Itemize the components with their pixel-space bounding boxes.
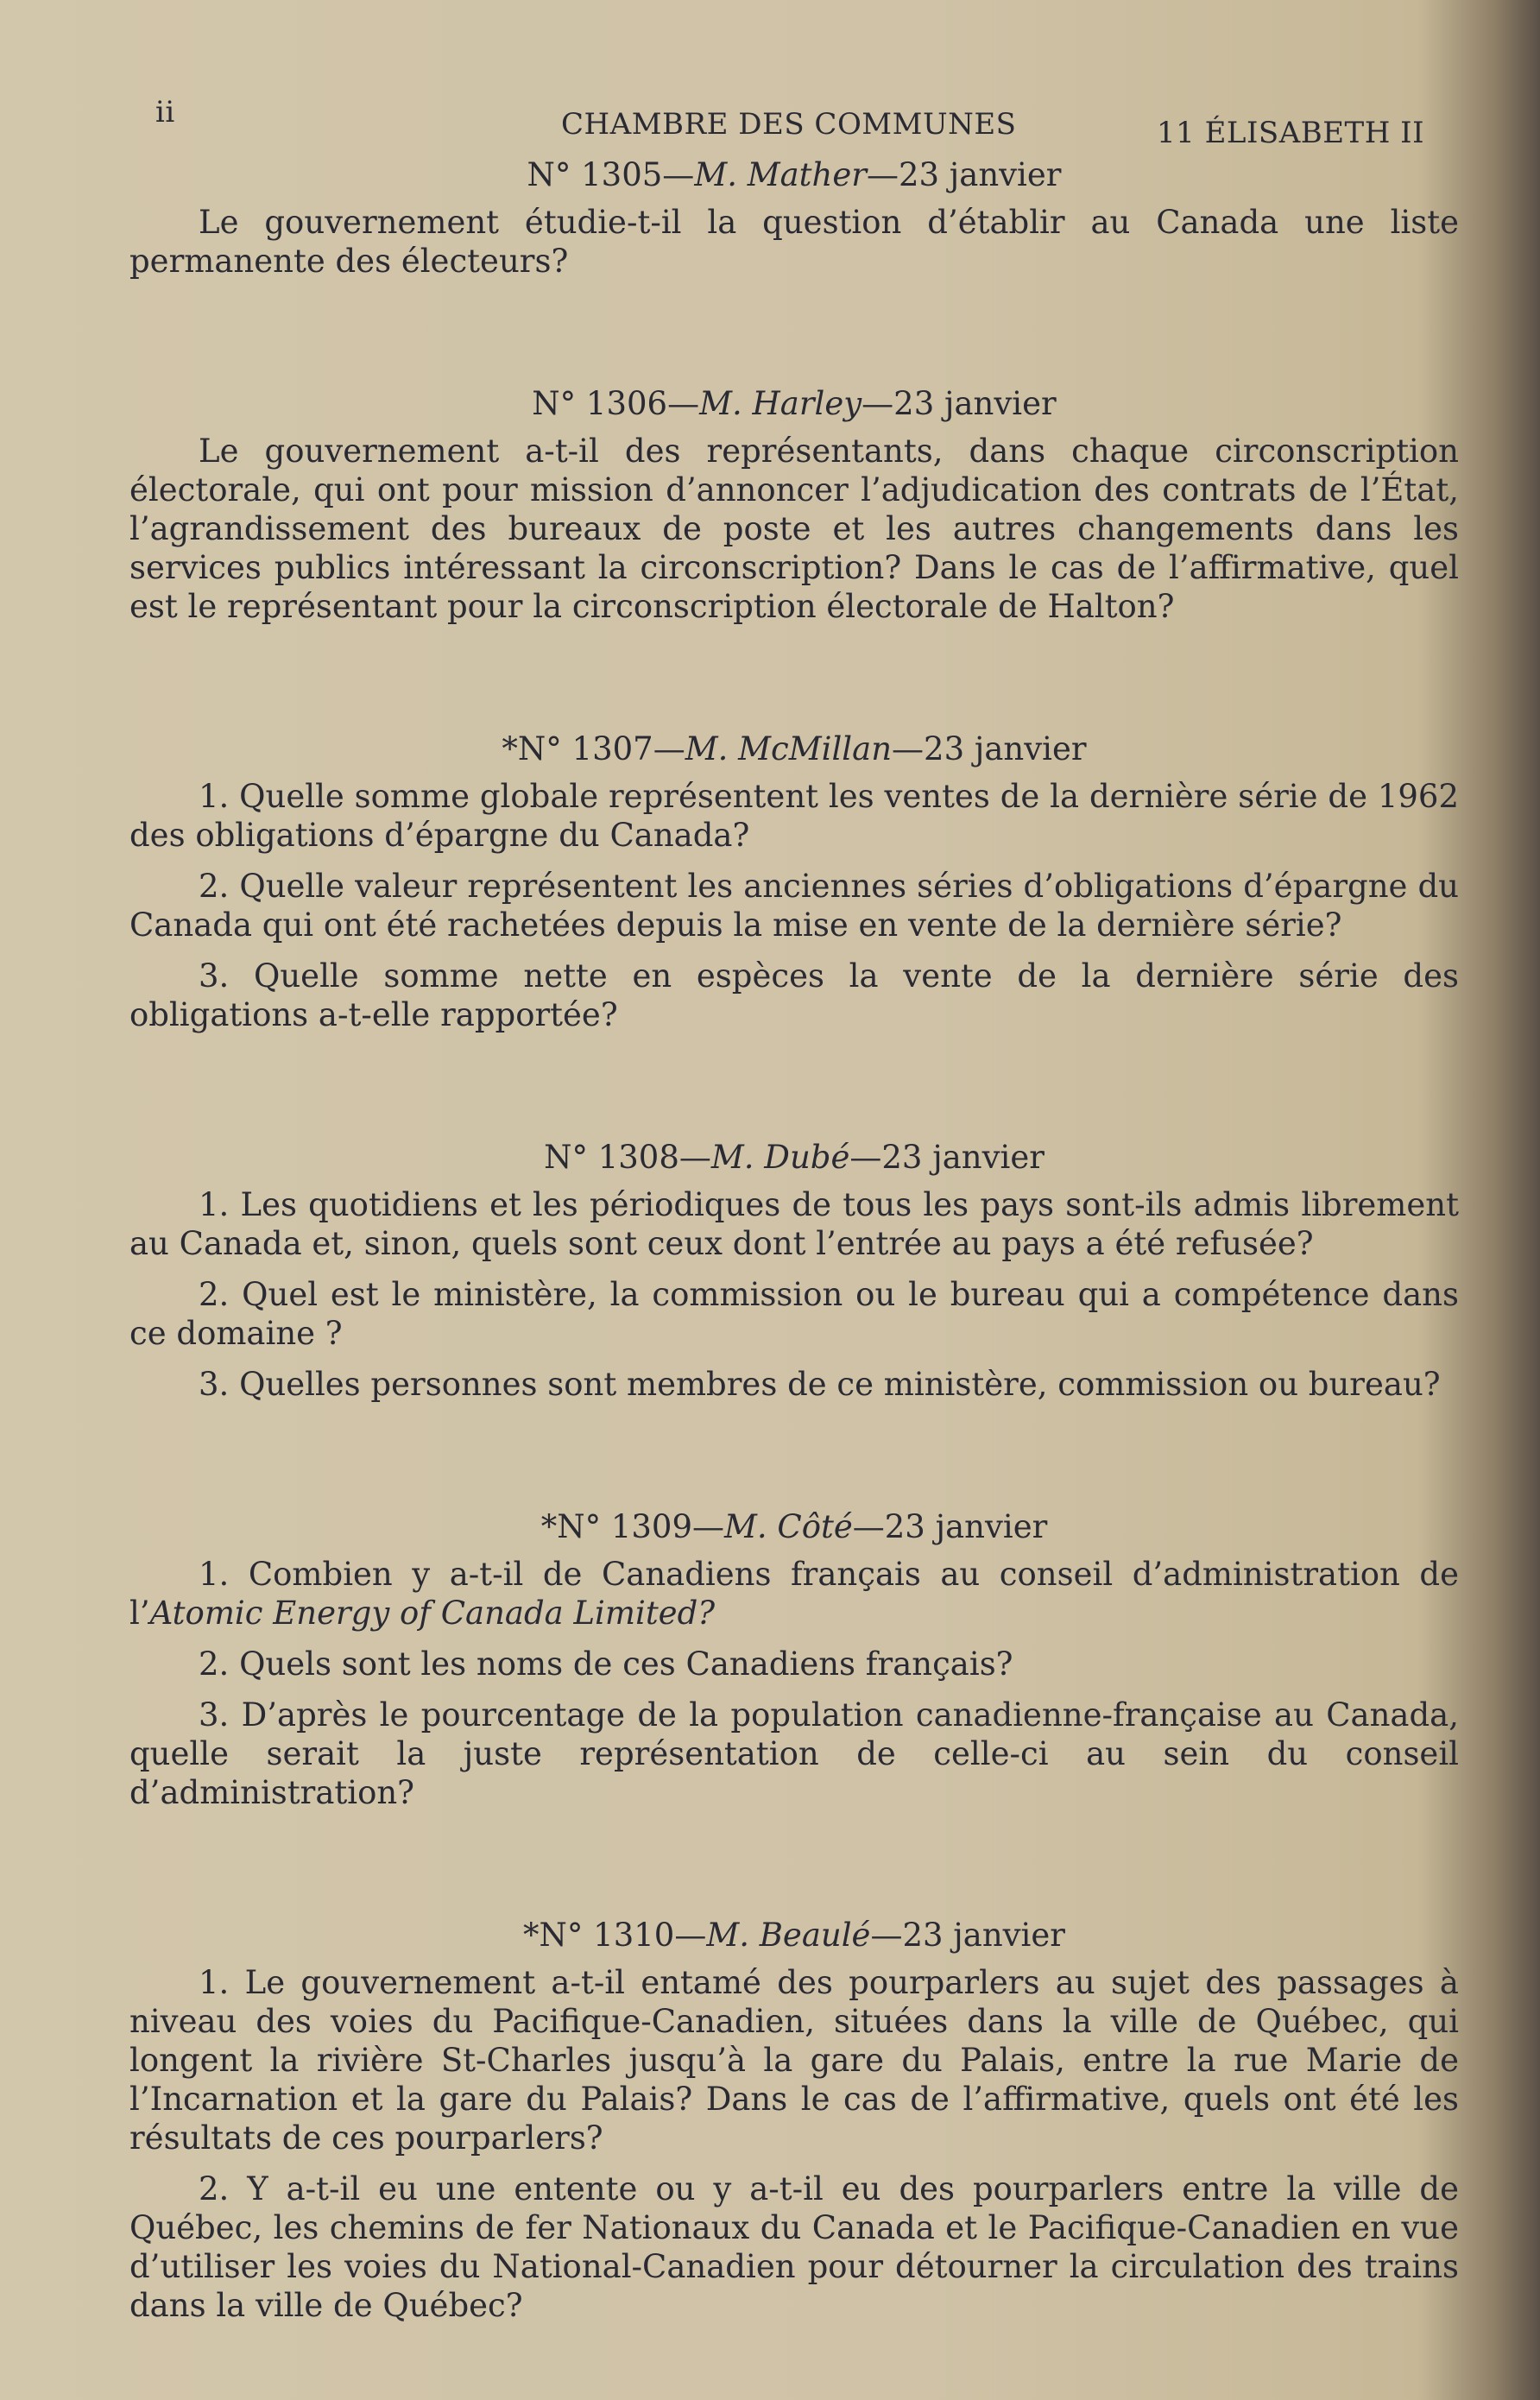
question-1310	[129, 1916, 1459, 2325]
header-title: CHAMBRE DES COMMUNES	[561, 107, 1017, 142]
question-number: N° 1308—	[544, 1139, 711, 1176]
question-1308	[129, 1138, 1459, 1404]
question-date: —23 janvier	[862, 385, 1057, 422]
running-header	[129, 95, 1459, 155]
question-member: M. Beaulé	[706, 1917, 871, 1954]
question-date: —23 janvier	[866, 156, 1062, 193]
question-paragraph: Le gouvernement étudie-t-il la question d’établir au Canada une liste permanente des électeurs?	[129, 204, 1459, 280]
question-paragraph: Le gouvernement a-t-il des représentants, dans chaque circonscription électorale, qui ont pour mission d’annoncer l’adjudication des contrats de l’État, l’agrandissement des bureaux de poste et les autres changements dans les services publics intéressant la circonscription? Dans le cas de l’affirmative, quel est le représentant pour la circonscription électorale de Halton?	[129, 433, 1459, 625]
question-paragraph: 3. Quelle somme nette en espèces la vente de la dernière série des obligations a-t-elle rapportée?	[129, 957, 1459, 1033]
question-date: —23 janvier	[852, 1508, 1048, 1545]
question-1306	[129, 384, 1459, 626]
question-paragraph: 1. Le gouvernement a-t-il entamé des pourparlers au sujet des passages à niveau des voies du Pacifique-Canadien, situées dans la ville de Québec, qui longent la rivière St-Charles jusqu’à la gare du Palais, entre la rue Marie de l’Incarnation et la gare du Palais? Dans le cas de l’affirmative, quels ont été les résultats de ces pourparlers?	[129, 1964, 1459, 2157]
question-member: M. Côté	[724, 1508, 853, 1545]
question-date: —23 janvier	[892, 730, 1087, 767]
question-paragraph	[129, 1555, 1459, 1633]
question-paragraph: 3. Quelles personnes sont membres de ce ministère, commission ou bureau?	[199, 1366, 1441, 1403]
question-body	[129, 1185, 1459, 1404]
question-number: *N° 1309—	[540, 1508, 724, 1545]
question-member: M. Harley	[699, 385, 862, 422]
question-member: M. Mather	[694, 156, 867, 193]
question-heading	[129, 155, 1459, 194]
question-paragraph: 3. D’après le pourcentage de la population canadienne-française au Canada, quelle serait la juste représentation de celle-ci au sein du conseil d’administration?	[129, 1696, 1459, 1811]
question-paragraph: 1. Les quotidiens et les périodiques de tous les pays sont-ils admis librement au Canada et, sinon, quels sont ceux dont l’entrée au pays a été refusée?	[129, 1186, 1459, 1262]
question-text: 1. Combien y a-t-il de Canadiens français au conseil d’administration de l’	[129, 1556, 1459, 1632]
question-body	[129, 1555, 1459, 1812]
question-heading	[129, 1138, 1459, 1177]
question-heading	[129, 1507, 1459, 1546]
page-content	[129, 95, 1459, 2337]
question-heading	[129, 729, 1459, 768]
question-date: —23 janvier	[870, 1917, 1065, 1954]
question-number: N° 1306—	[532, 385, 700, 422]
page-folio: ii	[155, 95, 175, 129]
question-body	[129, 1963, 1459, 2325]
question-1309	[129, 1507, 1459, 1812]
question-body	[129, 777, 1459, 1034]
question-paragraph: 2. Quels sont les noms de ces Canadiens français?	[199, 1645, 1013, 1683]
question-member: M. McMillan	[685, 730, 893, 767]
question-paragraph: 2. Y a-t-il eu une entente ou y a-t-il eu des pourparlers entre la ville de Québec, les chemins de fer Nationaux du Canada et le Pacifique-Canadien en vue d’utiliser les voies du National-Canadien pour détourner la circulation des trains dans la ville de Québec?	[129, 2170, 1459, 2324]
header-regnal-year: 11 ÉLISABETH II	[1157, 116, 1425, 150]
question-number: N° 1305—	[527, 156, 695, 193]
question-date: —23 janvier	[849, 1139, 1045, 1176]
question-body	[129, 432, 1459, 626]
question-member: M. Dubé	[710, 1139, 850, 1176]
question-number: *N° 1307—	[502, 730, 685, 767]
question-paragraph: 1. Quelle somme globale représentent les ventes de la dernière série de 1962 des obligations d’épargne du Canada?	[129, 778, 1459, 854]
question-number: *N° 1310—	[523, 1917, 707, 1954]
question-paragraph: 2. Quel est le ministère, la commission ou le bureau qui a compétence dans ce domaine ?	[129, 1276, 1459, 1352]
question-1307	[129, 729, 1459, 1034]
question-heading	[129, 1916, 1459, 1955]
question-paragraph: 2. Quelle valeur représentent les anciennes séries d’obligations d’épargne du Canada qui ont été rachetées depuis la mise en vente de la dernière série?	[129, 868, 1459, 944]
question-body	[129, 203, 1459, 281]
question-heading	[129, 384, 1459, 423]
question-1305	[129, 155, 1459, 281]
company-name: Atomic Energy of Canada Limited?	[149, 1595, 716, 1632]
